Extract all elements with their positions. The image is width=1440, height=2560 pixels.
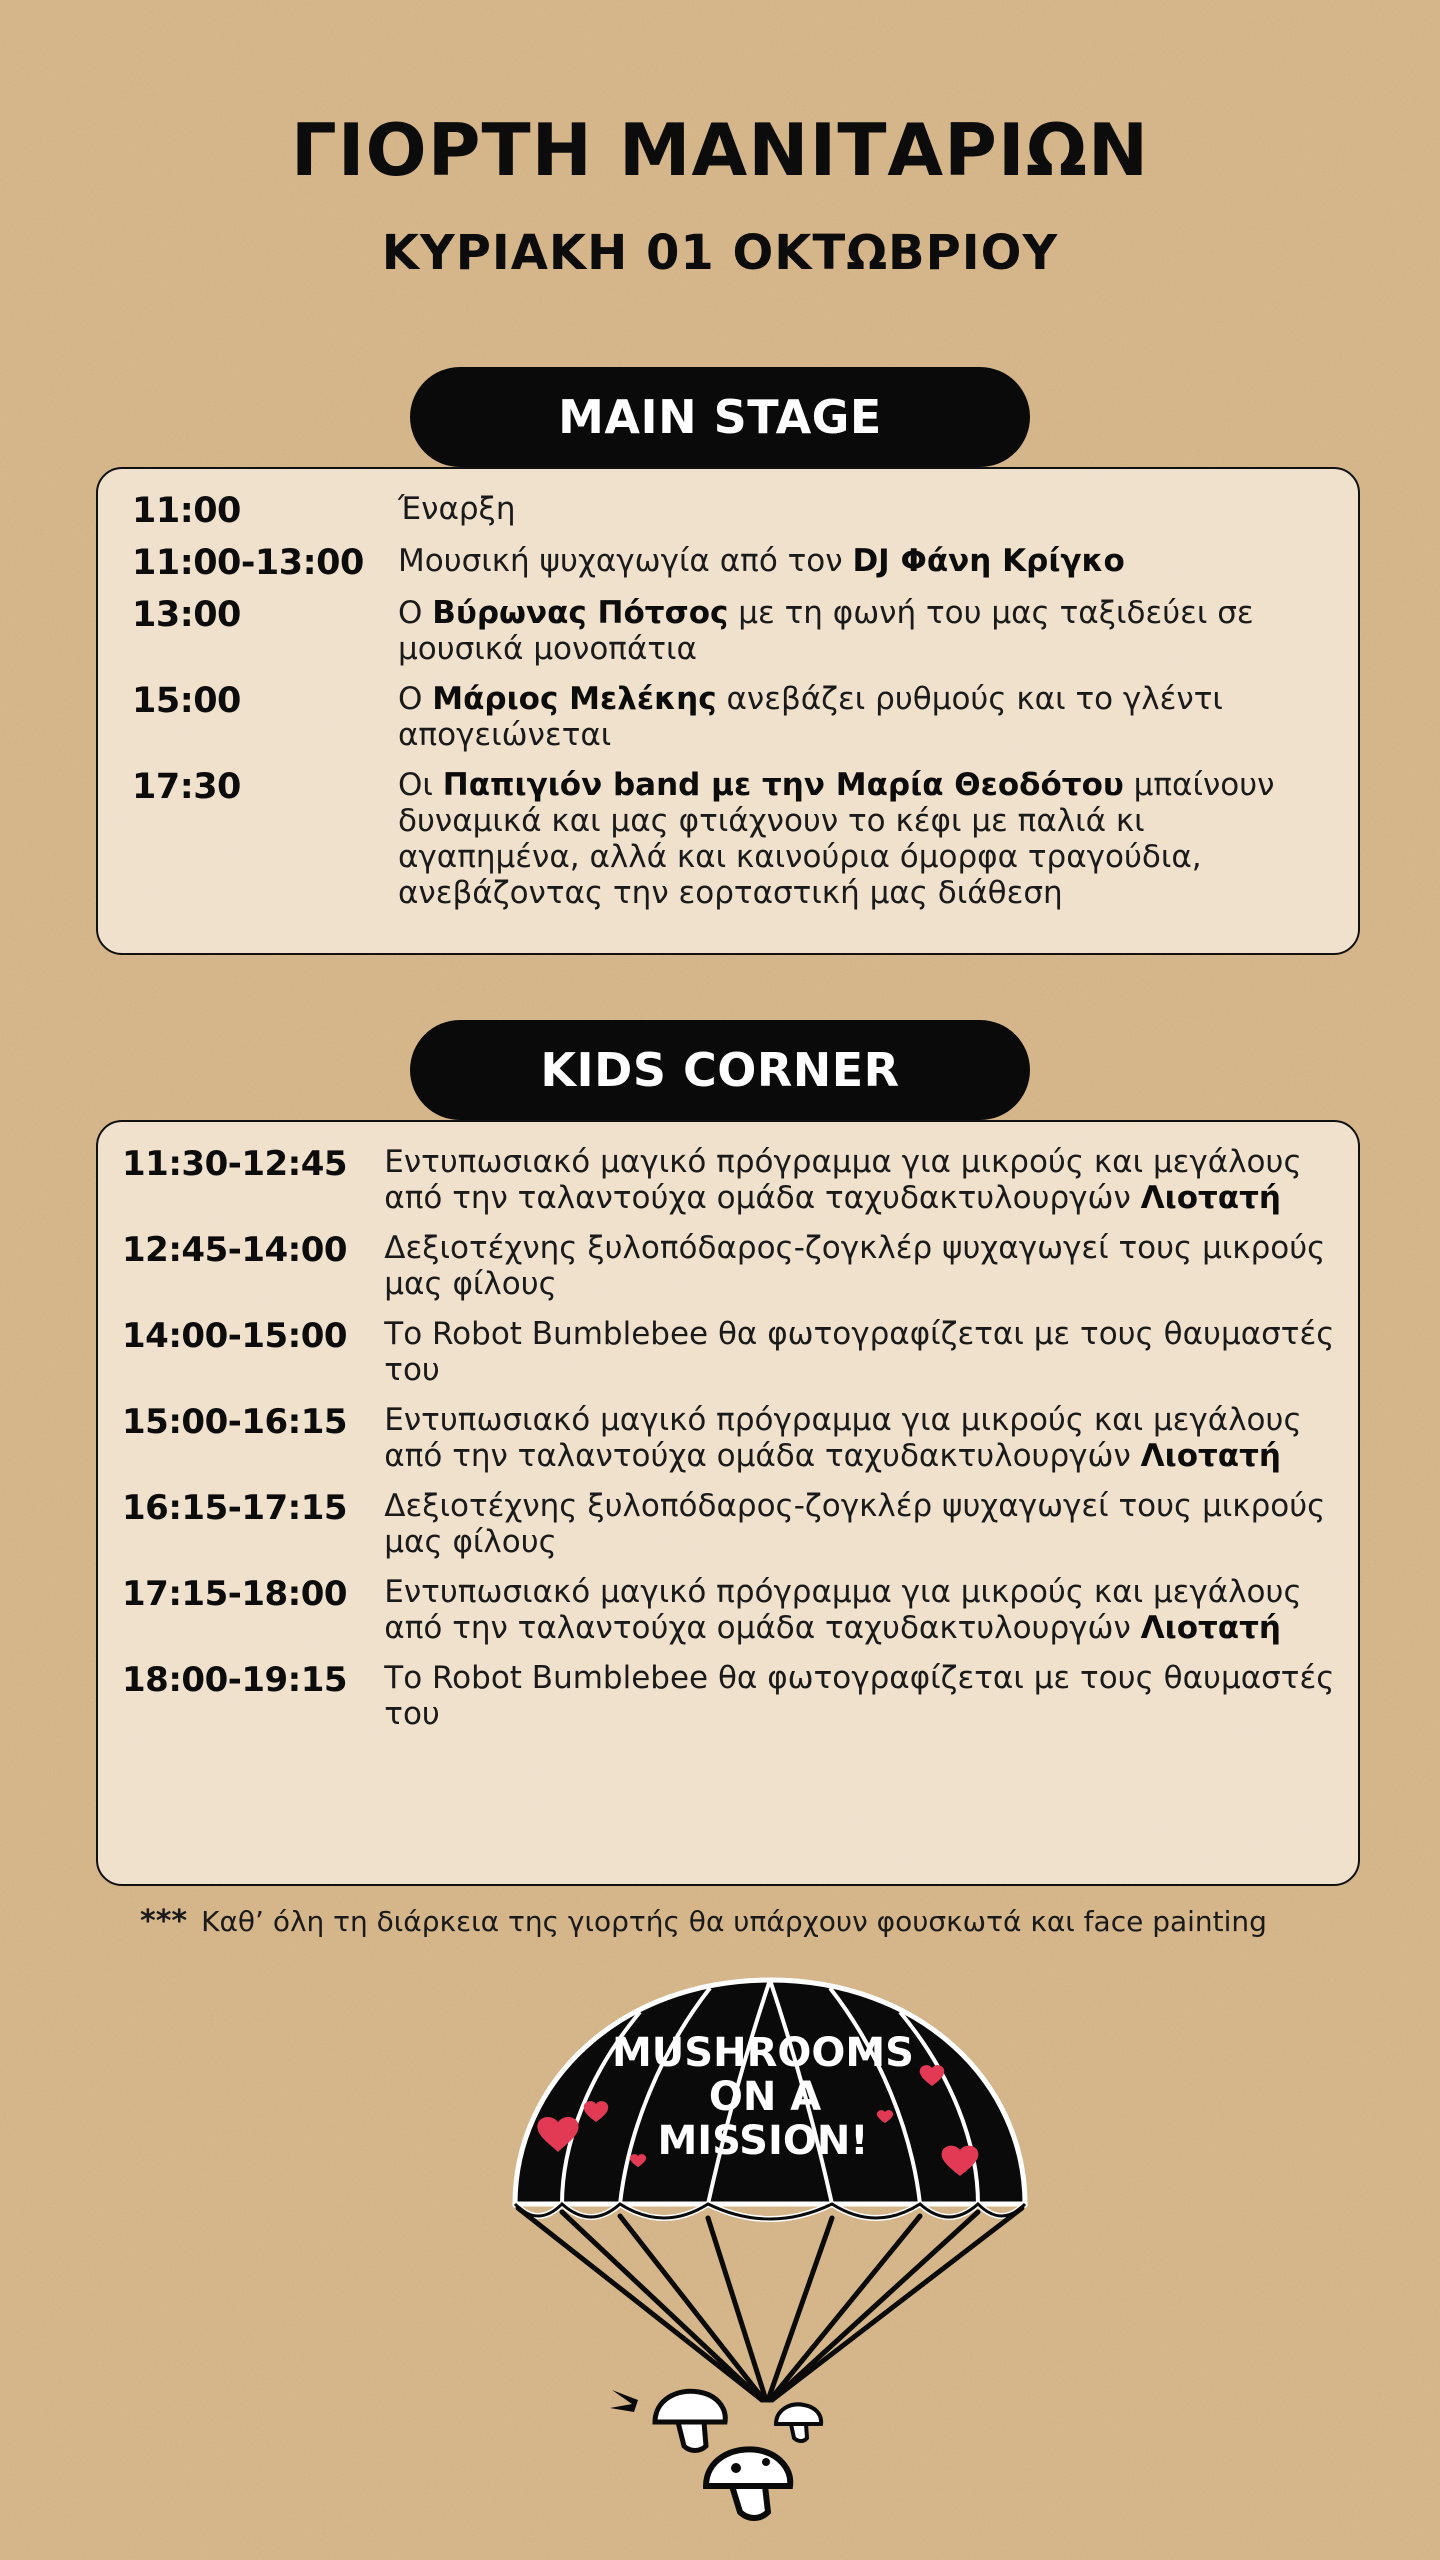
performer-name: Μάριος Μελέκης xyxy=(432,681,717,717)
main-stage-row xyxy=(132,543,1338,583)
description-text: Το Robot Bumblebee θα φωτογραφίζεται με τους θαυμαστές του xyxy=(384,1660,1335,1732)
kids-corner-time: 15:00-16:15 xyxy=(122,1402,348,1442)
description-text: ανεβάζει ρυθμούς και το γλέντι απογειώνεται xyxy=(398,681,1223,753)
kids-corner-row xyxy=(122,1574,1338,1646)
description-text: Δεξιοτέχνης ξυλοπόδαρος-ζογκλέρ ψυχαγωγεί τους μικρούς μας φίλους xyxy=(384,1230,1326,1302)
kids-corner-description xyxy=(384,1660,1338,1732)
main-stage-row xyxy=(132,767,1338,911)
kids-corner-row xyxy=(122,1402,1338,1474)
performer-name: Λιοτατή xyxy=(1140,1438,1281,1474)
kids-corner-description xyxy=(384,1316,1338,1388)
description-text: Εντυπωσιακό μαγικό πρόγραμμα για μικρούς και μεγάλους από την ταλαντούχα ομάδα ταχυδακτυλουργών xyxy=(384,1144,1302,1216)
main-stage-description xyxy=(398,767,1298,911)
kids-corner-row xyxy=(122,1488,1338,1560)
footnote-text: Καθ’ όλη τη διάρκεια της γιορτής θα υπάρχουν φουσκωτά και face painting xyxy=(201,1905,1267,1938)
description-text: Ο xyxy=(398,595,433,631)
main-stage-time: 15:00 xyxy=(132,681,241,721)
performer-name: DJ Φάνη Κρίγκο xyxy=(852,543,1125,579)
main-stage-heading: MAIN STAGE xyxy=(410,367,1030,467)
performer-name: Λιοτατή xyxy=(1140,1180,1281,1216)
main-stage-description xyxy=(398,595,1298,667)
mushroom-icon xyxy=(610,2390,725,2451)
main-stage-time: 13:00 xyxy=(132,595,241,635)
logo-line-1: MUSHROOMS xyxy=(612,2030,914,2076)
kids-corner-time: 12:45-14:00 xyxy=(122,1230,348,1270)
main-stage-description xyxy=(398,681,1298,753)
kids-corner-time: 17:15-18:00 xyxy=(122,1574,348,1614)
event-date: ΚΥΡΙΑΚΗ 01 ΟΚΤΩΒΡΙΟΥ xyxy=(381,225,1059,281)
footnote-marker: *** xyxy=(140,1904,188,1939)
footnote xyxy=(140,1904,1267,1939)
logo-line-3: MISSION! xyxy=(657,2118,869,2164)
kids-corner-row xyxy=(122,1660,1338,1732)
mushroom-icon xyxy=(776,2404,821,2441)
kids-corner-row xyxy=(122,1316,1338,1388)
mushrooms-on-a-mission-logo xyxy=(510,1972,1030,2542)
kids-corner-time: 18:00-19:15 xyxy=(122,1660,348,1700)
kids-corner-time: 11:30-12:45 xyxy=(122,1144,348,1184)
main-stage-schedule xyxy=(96,467,1360,955)
mushroom-icon xyxy=(706,2449,790,2518)
kids-corner-heading: KIDS CORNER xyxy=(410,1020,1030,1120)
performer-name: Λιοτατή xyxy=(1140,1610,1281,1646)
main-stage-time: 11:00-13:00 xyxy=(132,543,364,583)
description-text: Μουσική ψυχαγωγία από τον xyxy=(398,543,853,579)
main-stage-row xyxy=(132,491,1338,531)
kids-corner-description xyxy=(384,1402,1338,1474)
description-text: με τη φωνή του μας ταξιδεύει σε μουσικά μονοπάτια xyxy=(398,595,1254,667)
performer-name: Παπιγιόν band με την Μαρία Θεοδότου xyxy=(442,767,1124,803)
kids-corner-schedule xyxy=(96,1120,1360,1886)
kids-corner-time: 14:00-15:00 xyxy=(122,1316,348,1356)
kids-corner-time: 16:15-17:15 xyxy=(122,1488,348,1528)
kids-corner-description xyxy=(384,1144,1338,1216)
main-stage-time: 11:00 xyxy=(132,491,241,531)
description-text: Εντυπωσιακό μαγικό πρόγραμμα για μικρούς και μεγάλους από την ταλαντούχα ομάδα ταχυδακτυλουργών xyxy=(384,1402,1302,1474)
description-text: Το Robot Bumblebee θα φωτογραφίζεται με τους θαυμαστές του xyxy=(384,1316,1335,1388)
kids-corner-description xyxy=(384,1488,1338,1560)
performer-name: Βύρωνας Πότσος xyxy=(432,595,729,631)
main-stage-row xyxy=(132,595,1338,667)
main-stage-time: 17:30 xyxy=(132,767,241,807)
description-text: Ο xyxy=(398,681,433,717)
kids-corner-row xyxy=(122,1144,1338,1216)
description-text: Δεξιοτέχνης ξυλοπόδαρος-ζογκλέρ ψυχαγωγεί τους μικρούς μας φίλους xyxy=(384,1488,1326,1560)
main-stage-description xyxy=(398,543,1298,579)
main-stage-description xyxy=(398,491,1298,527)
description-text: Οι xyxy=(398,767,443,803)
main-stage-row xyxy=(132,681,1338,753)
logo-line-2: ON A xyxy=(708,2074,822,2120)
description-text: Εντυπωσιακό μαγικό πρόγραμμα για μικρούς και μεγάλους από την ταλαντούχα ομάδα ταχυδακτυλουργών xyxy=(384,1574,1302,1646)
kids-corner-row xyxy=(122,1230,1338,1302)
kids-corner-description xyxy=(384,1574,1338,1646)
event-title: ΓΙΟΡΤΗ ΜΑΝΙΤΑΡΙΩΝ xyxy=(290,108,1150,192)
description-text: μπαίνουν δυναμικά και μας φτιάχνουν το κέφι με παλιά κι αγαπημένα, αλλά και καινούρια όμορφα τραγούδια, ανεβάζοντας την εορταστική μας διάθεση xyxy=(398,767,1275,911)
description-text: Έναρξη xyxy=(398,491,516,527)
kids-corner-description xyxy=(384,1230,1338,1302)
